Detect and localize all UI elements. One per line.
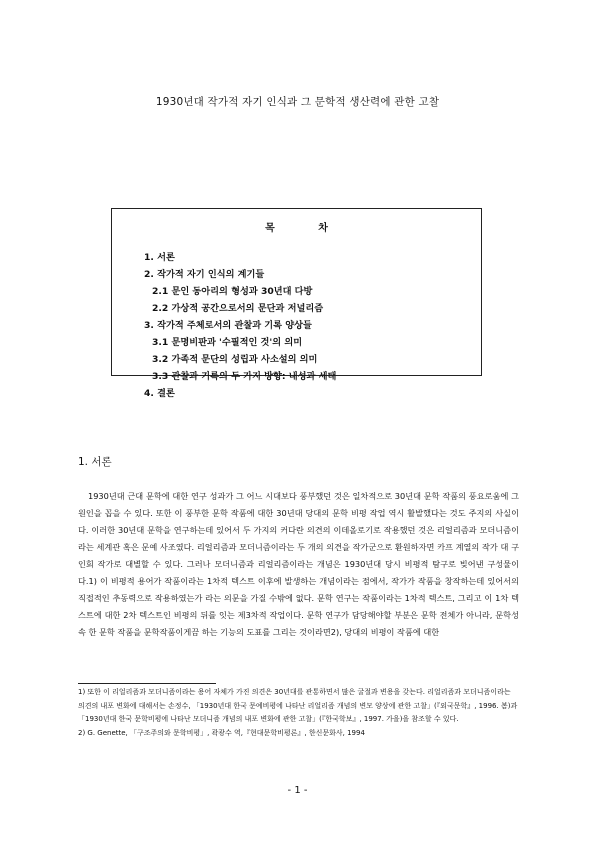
toc-item: 2. 작가적 자기 인식의 계기들 (144, 269, 265, 280)
toc-heading: 목 차 (265, 223, 328, 234)
footnote-2: 2) G. Genette, 「구조주의와 문학비평」, 곽광수 역,『현대문학비평론』, 한신문화사, 1994 (78, 728, 365, 737)
toc-list (144, 249, 336, 402)
toc-item: 3. 작가적 주체로서의 관찰과 기록 양상들 (144, 320, 312, 331)
toc-item: 3.1 문명비판과 '수필적인 것'의 의미 (152, 337, 303, 348)
page-number: - 1 - (287, 785, 308, 796)
toc-item: 2.1 문인 동아리의 형성과 30년대 다방 (152, 286, 313, 297)
toc-item: 4. 결론 (144, 388, 175, 399)
body-paragraph: 1930년대 근대 문학에 대한 연구 성과가 그 어느 시대보다 풍부했던 것은 일차적으로 30년대 문학 작품의 풍요로움에 그 원인을 꼽을 수 있다. 또한 이 풍부한 문학 작품에 대한 30년대 당대의 문학 비평 작업 역시 활발했다는 것도 주지의 사실이다. 이러한 30년대 문학을 연구하는데 있어서 두 가지의 커다란 의견의 이데올로기로 작용했던 것은 리얼리즘과 모더니즘이라는 세계관 혹은 문예 사조였다. 리얼리즘과 모더니즘이라는 두 개의 의견을 작가군으로 환원하자면 카프 계열의 작가 대 구인회 작가로 대별할 수 있다. 그러나 모더니즘과 리얼리즘이라는 개념은 1930년대 당시 비평적 탐구로 빚어낸 구성물이다.1) 이 비평적 용어가 작품이라는 1차적 텍스트 이후에 발생하는 개념이라는 점에서, 작가가 작품을 창작하는데 있어서의 직접적인 추동력으로 작용하였는가 라는 의문을 가질 수밖에 없다. 문학 연구는 작품이라는 1차적 텍스트, 그리고 이 1차 텍스트에 대한 2차 텍스트인 비평의 뒤를 잇는 제3차적 작업이다. 문학 연구가 담당해야할 부분은 문학 전체가 아니라, 문학성 속 한 문학 작품을 문학작품이게끔 하는 기능의 도표를 그리는 것이라면2), 당대의 비평이 작품에 대한 (78, 491, 519, 637)
section-heading: 1. 서론 (78, 456, 112, 468)
paper-title: 1930년대 작가적 자기 인식과 그 문학적 생산력에 관한 고찰 (155, 96, 440, 108)
footnotes (78, 686, 519, 740)
toc-item: 1. 서론 (144, 252, 175, 263)
table-of-contents (111, 208, 482, 399)
footnote-divider (78, 683, 216, 684)
footnote-1: 1) 또한 이 리얼리즘과 모더니즘이라는 용어 자체가 가진 의견은 30년대를 관통하면서 많은 굴절과 변용을 갖는다. 리얼리즘과 모더니즘이라는 의견의 내포 변화에 대해서는 손정수, 「1930년대 한국 문예비평에 나타난 리얼리즘 개념의 변모 양상에 관한 고찰」(『외국문학』, 1996. 봄)과 「1930년대 한국 문학비평에 나타난 모더니즘 개념의 내포 변화에 관한 고찰」(『한국학보』, 1997. 가을)을 참조할 수 있다. (78, 688, 518, 723)
toc-item: 3.2 가족적 문단의 성립과 사소설의 의미 (152, 354, 318, 365)
toc-item: 3.3 관찰과 기록의 두 가지 방향: 내성과 세태 (152, 371, 337, 382)
body-text (78, 488, 519, 641)
toc-item: 2.2 가상적 공간으로서의 문단과 저널리즘 (152, 303, 324, 314)
